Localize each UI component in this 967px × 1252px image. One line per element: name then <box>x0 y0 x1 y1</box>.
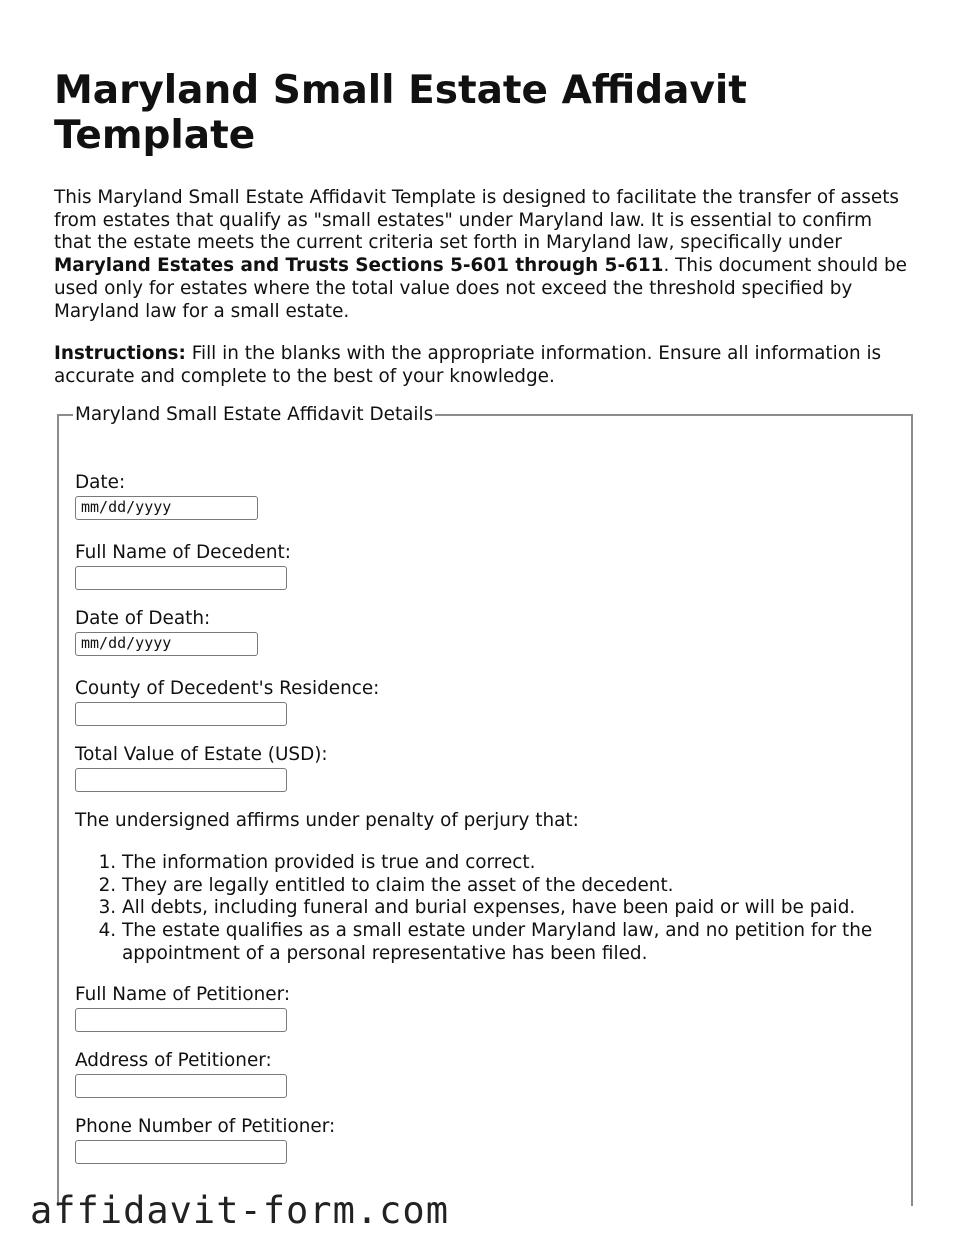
county-input[interactable] <box>75 702 287 726</box>
petitioner-address-label: Address of Petitioner: <box>75 1050 272 1071</box>
death-date-input[interactable]: mm/dd/yyyy <box>75 632 258 656</box>
intro-paragraph <box>54 187 912 323</box>
affirmation-list <box>75 852 895 966</box>
affirmation-item: 1. The information provided is true and correct. <box>122 852 895 875</box>
watermark-text: affidavit-form.com <box>30 1189 449 1232</box>
date-field-group <box>75 472 258 520</box>
death-date-field-group <box>75 608 258 656</box>
affirmation-intro: The undersigned affirms under penalty of perjury that: <box>75 810 579 831</box>
county-field-group <box>75 678 379 726</box>
affirmation-section <box>75 810 895 966</box>
intro-text-before: This Maryland Small Estate Affidavit Template is designed to facilitate the transfer of assets from estates that qualify as "small estates" under Maryland law. It is essential to confirm that the estate meets the current criteria set forth in Maryland law, specifically under <box>54 187 899 254</box>
death-date-label: Date of Death: <box>75 608 211 629</box>
page-title: Maryland Small Estate Affidavit Template <box>54 68 747 158</box>
petitioner-name-field-group <box>75 984 290 1032</box>
decedent-name-label: Full Name of Decedent: <box>75 542 291 563</box>
instructions-paragraph <box>54 343 912 388</box>
petitioner-address-input[interactable] <box>75 1074 287 1098</box>
petitioner-name-input[interactable] <box>75 1008 287 1032</box>
affirmation-item: 3. All debts, including funeral and burial expenses, have been paid or will be paid. <box>122 897 895 920</box>
affirmation-item: 4. The estate qualifies as a small estate under Maryland law, and no petition for the appointment of a personal representative has been filed. <box>122 920 895 965</box>
county-label: County of Decedent's Residence: <box>75 678 380 699</box>
petitioner-name-label: Full Name of Petitioner: <box>75 984 291 1005</box>
instructions-label: Instructions: <box>54 343 186 365</box>
date-label: Date: <box>75 472 126 493</box>
statute-reference: Maryland Estates and Trusts Sections 5-601 through 5-611 <box>54 255 664 277</box>
petitioner-phone-field-group <box>75 1116 335 1164</box>
petitioner-address-field-group <box>75 1050 287 1098</box>
affirmation-item: 2. They are legally entitled to claim the asset of the decedent. <box>122 875 895 898</box>
fieldset-legend: Maryland Small Estate Affidavit Details <box>75 404 434 425</box>
estate-value-field-group <box>75 744 328 792</box>
petitioner-phone-label: Phone Number of Petitioner: <box>75 1116 336 1137</box>
estate-value-label: Total Value of Estate (USD): <box>75 744 328 765</box>
decedent-name-input[interactable] <box>75 566 287 590</box>
affidavit-details-fieldset <box>57 404 913 1236</box>
date-input[interactable]: mm/dd/yyyy <box>75 496 258 520</box>
petitioner-phone-input[interactable] <box>75 1140 287 1164</box>
estate-value-input[interactable] <box>75 768 287 792</box>
document-page <box>54 68 912 1137</box>
intro-text-after: . This document should be used only for estates where the total value does not exceed the threshold specified by Maryland law for a small estate. <box>54 255 907 322</box>
decedent-name-field-group <box>75 542 291 590</box>
instructions-text: Fill in the blanks with the appropriate information. Ensure all information is accurate and complete to the best of your knowledge. <box>54 343 882 387</box>
